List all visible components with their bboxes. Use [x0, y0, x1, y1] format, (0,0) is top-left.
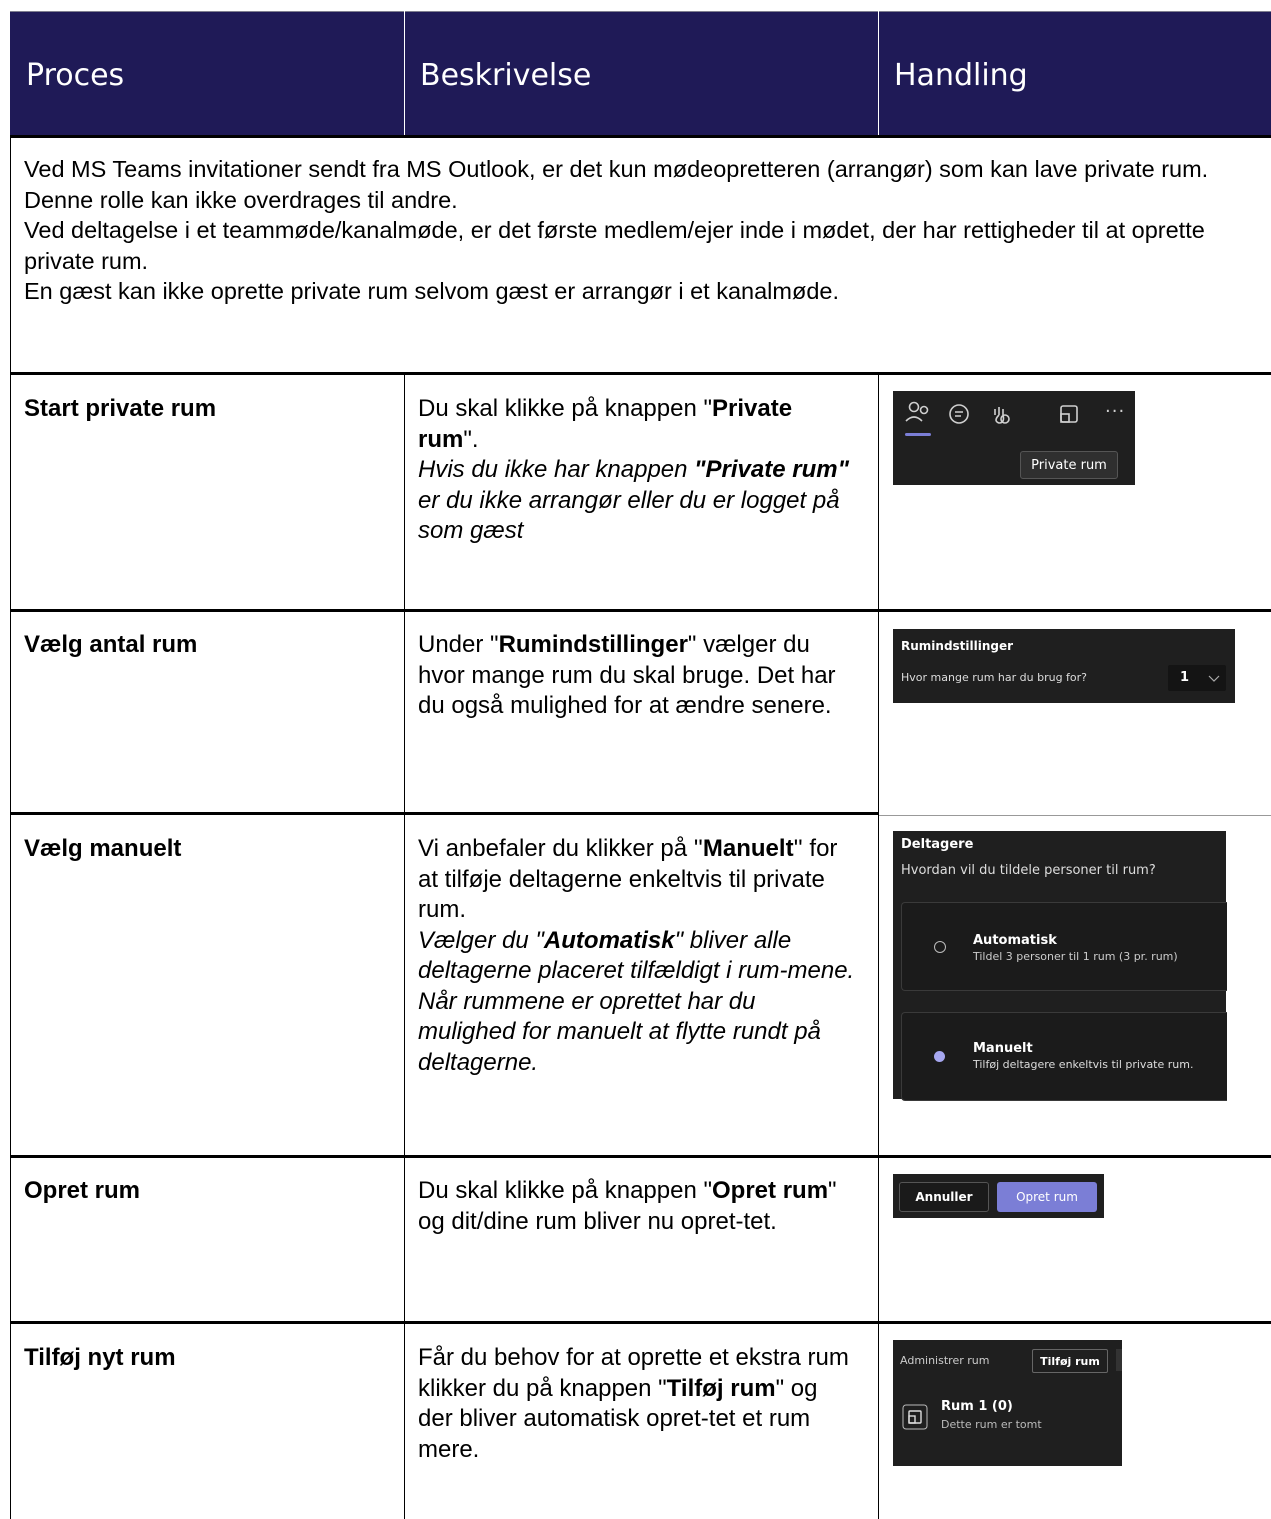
settings-question: Hvor mange rum har du brug for?: [901, 671, 1088, 684]
option-subtitle: Tilføj deltagere enkeltvis til private rum.: [973, 1058, 1194, 1071]
row-proces: Vælg manuelt: [24, 835, 182, 862]
row-separator-thin: [878, 815, 1271, 816]
row-description: Vi anbefaler du klikker på ''Manuelt'' for at tilføje deltagerne enkeltvis til private rum. Vælger du "Automatisk" bliver alle deltagerne placeret tilfældigt i rum-mene. Når rummene er oprettet har du mulighed for manuelt at flytte rundt på deltagerne.: [418, 835, 855, 1076]
row-proces: Vælg antal rum: [24, 631, 198, 658]
row-separator: [10, 1321, 1271, 1324]
option-subtitle: Tildel 3 personer til 1 rum (3 pr. rum): [973, 950, 1178, 963]
header-beskrivelse: Beskrivelse: [420, 57, 592, 93]
toolbar-screenshot: [893, 391, 1135, 485]
header-handling: Handling: [894, 57, 1028, 93]
add-room-button[interactable]: Tilføj rum: [1032, 1349, 1108, 1373]
row-proces: Start private rum: [24, 395, 217, 422]
intro-paragraph: Ved MS Teams invitationer sendt fra MS Outlook, er det kun mødeopretteren (arrangør) som kan lave private rum. Denne rolle kan ikke overdrages til andre.: [24, 156, 1209, 213]
row-description: Du skal klikke på knappen "Private rum". Hvis du ikke har knappen "Private rum" er du ikke arrangør eller du er logget på som gæst: [418, 395, 849, 544]
participants-question: Hvordan vil du tildele personer til rum?: [901, 863, 1156, 878]
option-automatisk[interactable]: [901, 902, 1227, 991]
participants-screenshot: [893, 831, 1226, 1099]
room-count-value: 1: [1180, 670, 1190, 685]
people-icon: [906, 417, 922, 421]
create-buttons-screenshot: [893, 1174, 1104, 1218]
row-separator: [10, 812, 878, 815]
intro-paragraph: Ved deltagelse i et teammøde/kanalmøde, er det første medlem/ejer inde i mødet, der har rettigheder til at oprette private rum.: [24, 217, 1205, 274]
room-settings-screenshot: [893, 629, 1235, 703]
header-divider: [404, 11, 405, 137]
option-title: Manuelt: [973, 1041, 1033, 1056]
settings-title: Rumindstillinger: [901, 639, 1014, 653]
process-table: [10, 11, 1271, 1519]
row-proces: Opret rum: [24, 1177, 141, 1204]
tooltip-private-rum: Private rum: [1020, 451, 1118, 479]
column-divider: [878, 375, 879, 1519]
option-title: Automatisk: [973, 933, 1057, 948]
create-room-button[interactable]: Opret rum: [997, 1182, 1097, 1212]
table-header: [10, 11, 1271, 138]
cancel-button[interactable]: Annuller: [899, 1182, 989, 1212]
room-name[interactable]: Rum 1 (0): [941, 1399, 1013, 1414]
column-divider: [404, 375, 405, 1519]
radio-unchecked-icon[interactable]: [934, 941, 946, 953]
active-tab-indicator: [905, 433, 931, 436]
people-icon: [910, 403, 919, 412]
header-proces: Proces: [26, 57, 125, 93]
more-icon[interactable]: ···: [1105, 401, 1126, 422]
room-status: Dette rum er tomt: [941, 1418, 1042, 1431]
radio-checked-icon[interactable]: [934, 1051, 945, 1062]
option-manuelt[interactable]: [901, 1012, 1227, 1101]
header-divider: [878, 11, 879, 137]
row-separator: [10, 372, 1271, 375]
room-icon: [902, 1404, 928, 1430]
table-left-border: [10, 137, 11, 1519]
intro-paragraph: En gæst kan ikke oprette private rum selvom gæst er arrangør i et kanalmøde.: [24, 278, 839, 304]
chat-icon: [950, 405, 968, 423]
row-description: Under "Rumindstillinger" vælger du hvor mange rum du skal bruge. Det har du også mulighed for at ændre senere.: [418, 631, 836, 719]
room-count-select[interactable]: [1168, 665, 1226, 691]
chevron-down-icon: [1208, 675, 1220, 683]
row-separator: [10, 1155, 1271, 1158]
scroll-edge: [1116, 1349, 1122, 1371]
manage-label: Administrer rum: [900, 1354, 990, 1367]
row-description: Du skal klikke på knappen "Opret rum" og dit/dine rum bliver nu opret-tet.: [418, 1177, 837, 1235]
row-separator: [10, 609, 1271, 612]
row-description: Får du behov for at oprette et ekstra rum klikker du på knappen "Tilføj rum" og der bliver automatisk opret-tet et rum mere.: [418, 1344, 849, 1463]
row-proces: Tilføj nyt rum: [24, 1344, 176, 1371]
manage-rooms-screenshot: [893, 1340, 1122, 1466]
intro-text: [24, 154, 1264, 307]
participants-title: Deltagere: [901, 837, 974, 852]
header-bottom-rule: [10, 135, 1271, 138]
